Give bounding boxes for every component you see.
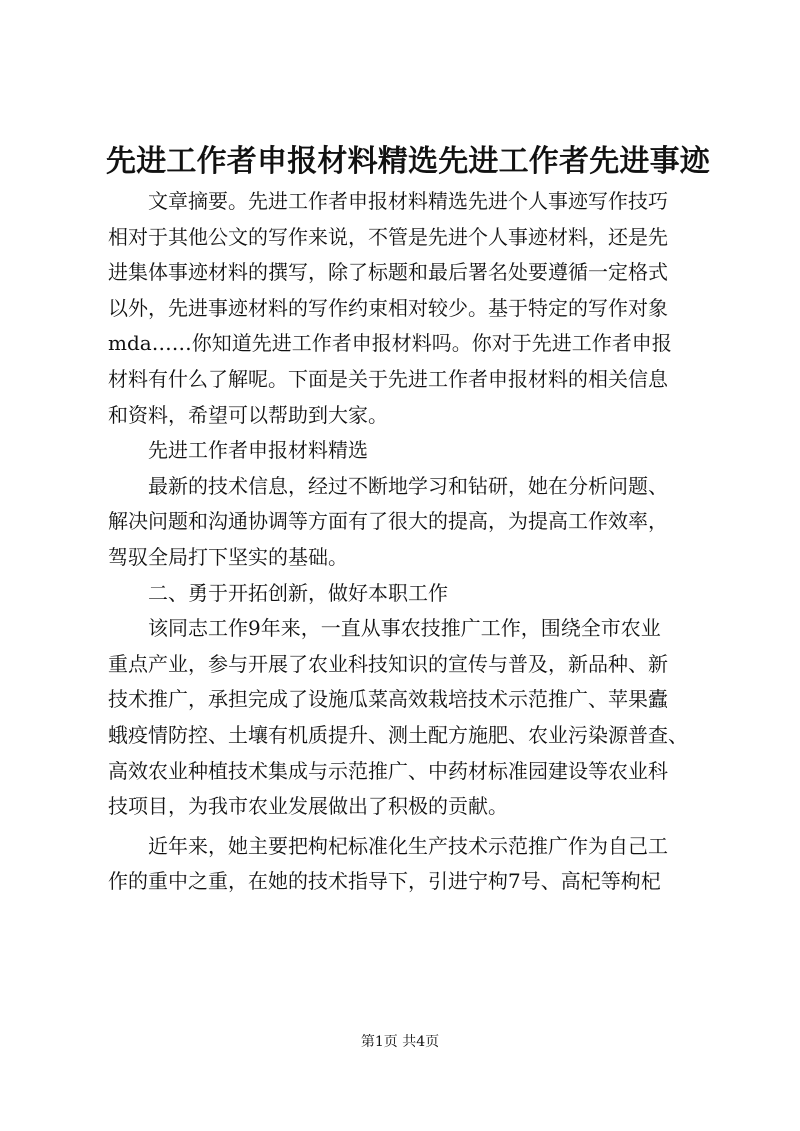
paragraph-technical-info <box>108 469 708 576</box>
text-line: 驾驭全局打下坚实的基础。 <box>108 544 348 569</box>
text-line: 材料有什么了解呢。下面是关于先进工作者申报材料的相关信息 <box>108 366 668 391</box>
paragraph-recent-work <box>108 829 708 900</box>
text-line: 以外，先进事迹材料的写作约束相对较少。基于特定的写作对象 <box>108 295 668 320</box>
text-line: 技术推广，承担完成了设施瓜菜高效栽培技术示范推广、苹果蠹 <box>108 687 668 712</box>
paragraph-abstract <box>108 184 708 433</box>
document-body <box>108 184 708 900</box>
text-line: 作的重中之重，在她的技术指导下，引进宁枸7号、高杞等枸杞 <box>108 869 661 894</box>
document-title: 先进工作者申报材料精选先进工作者先进事迹 <box>106 144 710 179</box>
text-line: 二、勇于开拓创新，做好本职工作 <box>148 580 448 605</box>
text-line: 和资料，希望可以帮助到大家。 <box>108 402 388 427</box>
text-line: 进集体事迹材料的撰写，除了标题和最后署名处要遵循一定格式 <box>108 260 668 285</box>
text-line: 蛾疫情防控、土壤有机质提升、测土配方施肥、农业污染源普查、 <box>108 722 688 747</box>
page-footer: 第1页 共4页 <box>360 1034 440 1050</box>
paragraph-work-history <box>108 611 708 825</box>
text-line: mda……你知道先进工作者申报材料吗。你对于先进工作者申报 <box>108 331 672 356</box>
text-line: 解决问题和沟通协调等方面有了很大的提高，为提高工作效率， <box>108 509 668 534</box>
text-line: 重点产业，参与开展了农业科技知识的宣传与普及，新品种、新 <box>108 651 668 676</box>
text-line: 近年来，她主要把枸杞标准化生产技术示范推广作为自己工 <box>148 833 668 858</box>
text-line: 技项目，为我市农业发展做出了积极的贡献。 <box>108 794 508 819</box>
text-line: 该同志工作9年来，一直从事农技推广工作，围绕全市农业 <box>148 616 661 641</box>
paragraph-heading <box>108 433 708 469</box>
text-line: 最新的技术信息，经过不断地学习和钻研，她在分析问题、 <box>148 473 668 498</box>
text-line: 高效农业种植技术集成与示范推广、中药材标准园建设等农业科 <box>108 758 668 783</box>
text-line: 先进工作者申报材料精选 <box>148 438 368 463</box>
text-line: 相对于其他公文的写作来说，不管是先进个人事迹材料，还是先 <box>108 224 668 249</box>
text-line: 文章摘要。先进工作者申报材料精选先进个人事迹写作技巧 <box>148 189 668 213</box>
paragraph-section-heading <box>108 576 708 612</box>
